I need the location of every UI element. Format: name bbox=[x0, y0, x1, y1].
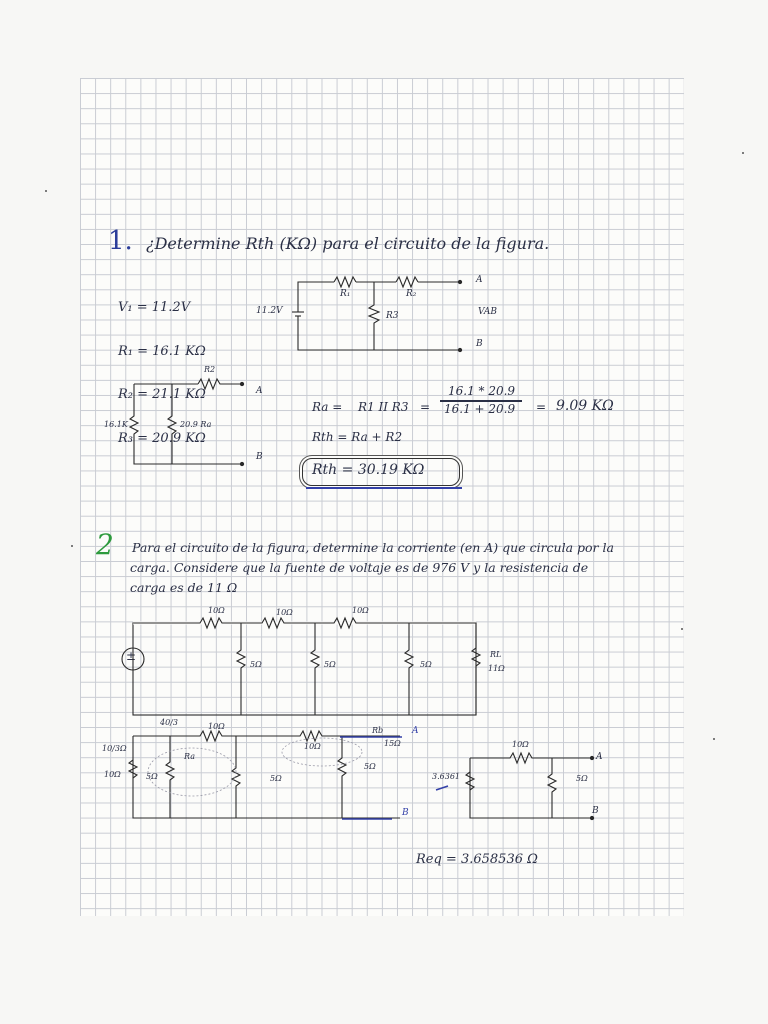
speck bbox=[71, 545, 73, 547]
c2-a-label: A bbox=[256, 386, 263, 396]
p2c3-left: 3.6361 bbox=[432, 772, 460, 781]
speck bbox=[742, 152, 744, 154]
p2c2-r-ra: Ra bbox=[184, 752, 195, 761]
p2c2-rb-name: Rb bbox=[372, 726, 384, 735]
p2c1-rl-value: 11Ω bbox=[488, 664, 505, 673]
p2c2-left-ohm: 10Ω bbox=[104, 770, 121, 779]
c2-top-label: R2 bbox=[204, 365, 216, 374]
p2c1-r-top1: 10Ω bbox=[208, 606, 225, 615]
speck bbox=[713, 738, 715, 740]
given-values bbox=[118, 272, 206, 461]
c1-source-label: 11.2V bbox=[256, 306, 283, 316]
p2c3-right: 5Ω bbox=[576, 774, 588, 783]
c1-r1-label: R₁ bbox=[340, 289, 351, 299]
p2c1-r-v3: 5Ω bbox=[420, 660, 432, 669]
c1-vab-label: VAB bbox=[478, 307, 498, 317]
p2c1-r-top2: 10Ω bbox=[276, 608, 293, 617]
req-result: Req = 3.658536 Ω bbox=[416, 852, 538, 867]
fraction-numerator: 16.1 * 20.9 bbox=[448, 384, 516, 398]
problem-2-line-1: Para el circuito de la figura, determine la corriente (en A) que circula por la bbox=[132, 540, 614, 555]
p2c2-rb-value: 15Ω bbox=[384, 739, 401, 748]
given-r1: R₁ = 16.1 KΩ bbox=[118, 343, 206, 359]
graph-paper-sheet bbox=[80, 78, 684, 916]
c1-r3-label: R3 bbox=[386, 311, 399, 321]
fraction-denominator: 16.1 + 20.9 bbox=[444, 402, 516, 416]
rth-result-underline bbox=[306, 487, 462, 489]
speck bbox=[45, 190, 47, 192]
ra-lhs: Ra = bbox=[312, 400, 343, 414]
p2c3-b-label: B bbox=[592, 806, 599, 816]
p2c2-r-mid: 5Ω bbox=[270, 774, 282, 783]
speck bbox=[681, 628, 683, 630]
p2c2-a-label: A bbox=[412, 726, 419, 736]
p2c1-r-top3: 10Ω bbox=[352, 606, 369, 615]
eq-sign-1: = bbox=[420, 400, 431, 414]
given-v1: V₁ = 11.2V bbox=[118, 300, 191, 315]
rth-result: Rth = 30.19 KΩ bbox=[312, 462, 425, 478]
c1-r2-label: R₂ bbox=[406, 289, 417, 299]
p2c1-rl-name: RL bbox=[490, 650, 502, 659]
p2c2-left-value: 10/3Ω bbox=[102, 744, 127, 753]
p2c1-source-symbol: ± bbox=[126, 649, 137, 663]
c1-a-label: A bbox=[476, 275, 483, 285]
p2c2-b-label: B bbox=[402, 808, 409, 818]
c1-b-label: B bbox=[476, 339, 483, 349]
given-r2: R₂ = 21.1 KΩ bbox=[118, 387, 206, 402]
p2c2-r-top: 10Ω bbox=[208, 722, 225, 731]
p2c2-r-top2: 10Ω bbox=[304, 742, 321, 751]
p2c2-r-sl: 5Ω bbox=[146, 772, 158, 781]
p2c3-top: 10Ω bbox=[512, 740, 529, 749]
given-r3: R₃ = 20.9 KΩ bbox=[118, 430, 206, 446]
c2-b-label: B bbox=[256, 452, 263, 462]
eq-sign-2: = bbox=[536, 400, 547, 414]
rth-formula: Rth = Ra + R2 bbox=[312, 430, 403, 444]
problem-1-number: 1. bbox=[108, 226, 133, 256]
problem-2-number: 2 bbox=[96, 528, 114, 561]
ra-parallel: R1 II R3 bbox=[358, 400, 409, 414]
p2c2-r-right: 5Ω bbox=[364, 762, 376, 771]
problem-2-line-2: carga. Considere que la fuente de voltaje es de 976 V y la resistencia de bbox=[130, 560, 589, 575]
p2c2-top-left: 40/3 bbox=[160, 718, 178, 727]
problem-1-title: ¿Determine Rth (KΩ) para el circuito de la figura. bbox=[146, 234, 550, 253]
ra-value: 9.09 KΩ bbox=[556, 398, 614, 414]
c2-middle-label: 20.9 Ra bbox=[180, 420, 212, 429]
p2c3-a-label: A bbox=[596, 752, 603, 762]
p2c1-r-v1: 5Ω bbox=[250, 660, 262, 669]
p2c1-r-v2: 5Ω bbox=[324, 660, 336, 669]
problem-2-line-3: carga es de 11 Ω bbox=[130, 580, 238, 595]
c2-left-label: 16.1K bbox=[104, 420, 128, 429]
